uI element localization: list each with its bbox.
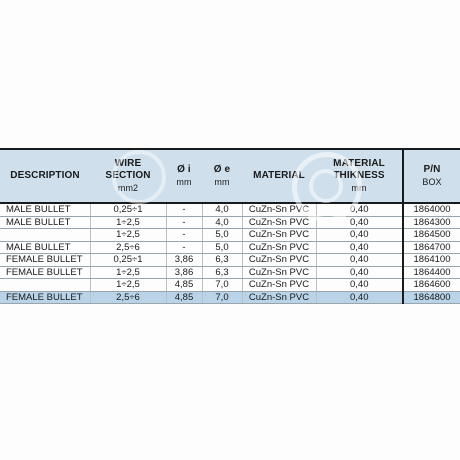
cell-wire-section: 0,25÷1 [90, 254, 166, 267]
cell-diam-i: - [166, 229, 202, 242]
cell-diam-i: - [166, 216, 202, 229]
cell-diam-e: 5,0 [202, 229, 242, 242]
header-thickness-label: MATERIAL THIKNESS [333, 158, 385, 181]
cell-diam-e: 7,0 [202, 279, 242, 292]
cell-material: CuZn-Sn PVC [242, 216, 316, 229]
cell-diam-e: 7,0 [202, 291, 242, 304]
header-diam-i [166, 149, 202, 203]
cell-material: CuZn-Sn PVC [242, 229, 316, 242]
cell-wire-section: 2,5÷6 [90, 241, 166, 254]
cell-wire-section: 2,5÷6 [90, 291, 166, 304]
cell-material: CuZn-Sn PVC [242, 291, 316, 304]
cell-diam-e: 6,3 [202, 254, 242, 267]
cell-diam-e: 4,0 [202, 216, 242, 229]
cell-description: FEMALE BULLET [0, 254, 90, 267]
cell-thickness: 0,40 [316, 254, 403, 267]
table-row [0, 216, 460, 229]
cell-wire-section: 1÷2,5 [90, 266, 166, 279]
cell-pn: 1864800 [403, 291, 460, 304]
table-row [0, 203, 460, 216]
header-description [0, 149, 90, 203]
cell-description [0, 279, 90, 292]
cell-material: CuZn-Sn PVC [242, 254, 316, 267]
header-pn-label: P/N [423, 164, 441, 175]
table-row [0, 266, 460, 279]
spec-table [0, 148, 460, 304]
cell-wire-section: 0,25÷1 [90, 203, 166, 216]
header-diam-i-label: Ø i [177, 164, 191, 175]
cell-diam-e: 6,3 [202, 266, 242, 279]
cell-description [0, 229, 90, 242]
cell-thickness: 0,40 [316, 291, 403, 304]
cell-pn: 1864500 [403, 229, 460, 242]
cell-material: CuZn-Sn PVC [242, 203, 316, 216]
cell-diam-e: 4,0 [202, 203, 242, 216]
header-wire-section-label: WIRE SECTION [105, 158, 151, 181]
cell-description: MALE BULLET [0, 241, 90, 254]
table-row [0, 279, 460, 292]
cell-diam-i: 3,86 [166, 254, 202, 267]
cell-diam-i: 4,85 [166, 291, 202, 304]
cell-thickness: 0,40 [316, 203, 403, 216]
cell-description: MALE BULLET [0, 216, 90, 229]
cell-pn: 1864000 [403, 203, 460, 216]
cell-wire-section: 1÷2,5 [90, 216, 166, 229]
cell-description: FEMALE BULLET [0, 266, 90, 279]
cell-diam-i: 4,85 [166, 279, 202, 292]
header-wire-section [90, 149, 166, 203]
cell-material: CuZn-Sn PVC [242, 241, 316, 254]
cell-material: CuZn-Sn PVC [242, 266, 316, 279]
header-material [242, 149, 316, 203]
cell-thickness: 0,40 [316, 279, 403, 292]
header-description-label: DESCRIPTION [10, 170, 80, 181]
cell-description: FEMALE BULLET [0, 291, 90, 304]
cell-thickness: 0,40 [316, 229, 403, 242]
header-diam-e [202, 149, 242, 203]
cell-wire-section: 1÷2,5 [90, 229, 166, 242]
table-row-highlighted [0, 291, 460, 304]
header-diam-e-unit: mm [214, 177, 230, 187]
cell-diam-i: - [166, 241, 202, 254]
header-material-label: MATERIAL [253, 170, 305, 181]
header-thickness-unit: mm [351, 183, 367, 193]
cell-thickness: 0,40 [316, 241, 403, 254]
cell-wire-section: 1÷2,5 [90, 279, 166, 292]
header-pn-unit: BOX [422, 177, 442, 187]
cell-diam-e: 5,0 [202, 241, 242, 254]
header-pn [403, 149, 460, 203]
header-diam-i-unit: mm [176, 177, 192, 187]
header-thickness [316, 149, 403, 203]
cell-pn: 1864400 [403, 266, 460, 279]
cell-description: MALE BULLET [0, 203, 90, 216]
cell-pn: 1864600 [403, 279, 460, 292]
cell-diam-i: 3,86 [166, 266, 202, 279]
table-row [0, 229, 460, 242]
spec-table-header [0, 149, 460, 203]
header-diam-e-label: Ø e [213, 164, 231, 175]
spec-table-body [0, 203, 460, 304]
cell-thickness: 0,40 [316, 266, 403, 279]
cell-material: CuZn-Sn PVC [242, 279, 316, 292]
cell-pn: 1864100 [403, 254, 460, 267]
cell-diam-i: - [166, 203, 202, 216]
table-row [0, 254, 460, 267]
spec-table-wrap [0, 148, 460, 304]
header-wire-section-unit: mm2 [117, 183, 139, 193]
cell-pn: 1864300 [403, 216, 460, 229]
cell-pn: 1864700 [403, 241, 460, 254]
table-row [0, 241, 460, 254]
cell-thickness: 0,40 [316, 216, 403, 229]
